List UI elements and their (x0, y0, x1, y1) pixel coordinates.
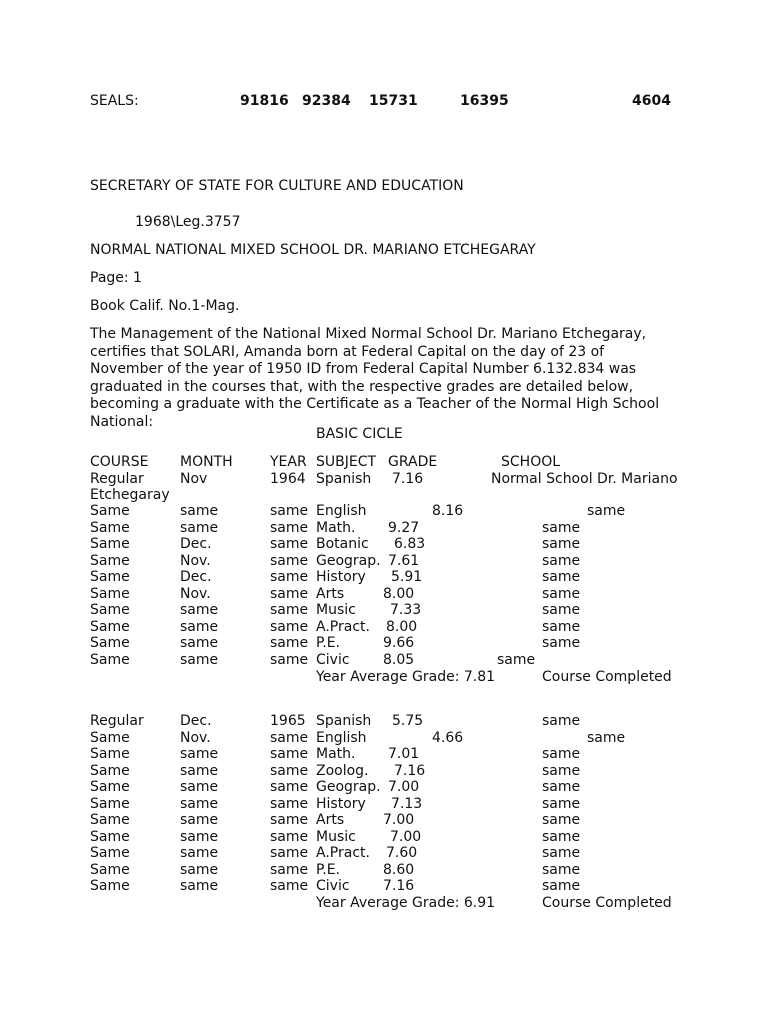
course-cell: Same (90, 746, 130, 762)
subject-cell: Math. (316, 519, 356, 536)
leg-reference: 1968\Leg.3757 (135, 214, 241, 230)
course-cell: Same (90, 845, 130, 861)
month-cell: Nov. (180, 552, 211, 569)
course-cell: Same (90, 536, 130, 552)
year-cell: same (270, 651, 309, 668)
table-row (0, 652, 768, 669)
table-row (0, 878, 768, 895)
year-cell: same (270, 812, 309, 828)
school-cell: same (542, 861, 581, 878)
year-cell: same (270, 569, 309, 585)
year-cell: same (270, 845, 309, 861)
book-reference: Book Calif. No.1-Mag. (90, 298, 240, 314)
course-cell: Same (90, 812, 130, 828)
grade-cell: 8.00 (383, 585, 415, 602)
course-cell: Same (90, 503, 130, 519)
year-cell: same (270, 779, 309, 795)
table-row (0, 602, 768, 619)
school-cell: same (542, 795, 581, 812)
certification-paragraph: The Management of the National Mixed Normal School Dr. Mariano Etchegaray, certifies that SOLARI, Amanda born at Federal Capital on the day of 23 of November of the year of 1950 ID from Federal Capital Number 6.132.834 was graduated in the courses that, with the respective grades are detailed below, becoming a graduate with the Certificate as a Teacher of the Normal High School National: (90, 326, 660, 430)
subject-cell: Spanish (316, 470, 372, 487)
grade-cell: 8.60 (383, 861, 415, 878)
course-cell: Same (90, 602, 130, 618)
table-row (0, 503, 768, 520)
school-cell: same (587, 503, 626, 519)
year-cell: same (270, 635, 309, 651)
subject-cell: Botanic (316, 536, 369, 552)
subject-cell: A.Pract. (316, 845, 370, 861)
school-cell: same (542, 536, 581, 552)
month-cell: Dec. (180, 569, 212, 585)
course-cell: Same (90, 635, 130, 651)
subject-cell: English (316, 503, 367, 519)
month-cell: same (180, 618, 219, 635)
month-cell: same (180, 602, 219, 618)
month-cell: same (180, 812, 219, 828)
month-cell: same (180, 861, 219, 878)
subject-cell: Geograp. (316, 779, 381, 795)
course-cell: Same (90, 585, 130, 602)
seal-number: 4604 (632, 93, 671, 109)
course-cell: Same (90, 729, 130, 746)
seals-label: SEALS: (90, 93, 139, 109)
grade-cell: 7.00 (383, 812, 415, 828)
subject-cell: Zoolog. (316, 762, 369, 779)
month-cell: same (180, 635, 219, 651)
month-cell: same (180, 746, 219, 762)
subject-cell: P.E. (316, 635, 341, 651)
month-cell: Nov (180, 470, 208, 487)
seal-number: 15731 (369, 93, 418, 109)
year-cell: same (270, 762, 309, 779)
table-row (0, 829, 768, 846)
subject-cell: History (316, 795, 366, 812)
year-cell: same (270, 585, 309, 602)
table-row (0, 520, 768, 537)
month-cell: same (180, 845, 219, 861)
month-cell: same (180, 779, 219, 795)
grade-cell: 9.66 (383, 635, 415, 651)
month-cell: Nov. (180, 585, 211, 602)
grade-cell: 8.05 (383, 651, 415, 668)
year-cell: 1965 (270, 713, 306, 729)
course-cell: Same (90, 552, 130, 569)
school-cell: same (542, 845, 581, 861)
month-cell: same (180, 795, 219, 812)
course-status: Course Completed (542, 895, 672, 911)
year-average: Year Average Grade: 6.91 (316, 895, 496, 911)
school-cell: Normal School Dr. Mariano (491, 470, 678, 487)
school-cell: same (542, 585, 581, 602)
year-cell: 1964 (270, 470, 306, 487)
table-row (0, 763, 768, 780)
seal-number: 16395 (460, 93, 509, 109)
table-row (0, 862, 768, 879)
month-cell: Dec. (180, 713, 212, 729)
school-cell: same (587, 729, 626, 746)
year-cell: same (270, 618, 309, 635)
grade-cell: 7.01 (388, 746, 420, 762)
year-cell: same (270, 828, 309, 845)
school-heading: NORMAL NATIONAL MIXED SCHOOL DR. MARIANO ETCHEGARAY (90, 242, 536, 258)
course-cell: Regular (90, 713, 144, 729)
grade-cell: 4.66 (432, 729, 464, 746)
secretary-heading: SECRETARY OF STATE FOR CULTURE AND EDUCATION (90, 178, 464, 194)
table-row (0, 779, 768, 796)
table-row (0, 746, 768, 763)
month-cell: same (180, 878, 219, 894)
grade-cell: 7.16 (392, 470, 424, 487)
course-cell: Same (90, 828, 130, 845)
subject-cell: Civic (316, 651, 350, 668)
table-row (0, 796, 768, 813)
grade-cell: 8.16 (432, 503, 464, 519)
grade-cell: 7.00 (390, 828, 422, 845)
course-cell: Same (90, 569, 130, 585)
month-cell: Dec. (180, 536, 212, 552)
year-cell: same (270, 602, 309, 618)
table-row (0, 713, 768, 730)
subject-cell: Spanish (316, 713, 372, 729)
course-cell: Same (90, 651, 130, 668)
school-cell: same (542, 635, 581, 651)
grade-cell: 7.13 (391, 795, 423, 812)
grade-cell: 7.16 (394, 762, 426, 779)
grade-cell: 5.75 (392, 713, 424, 729)
subject-cell: Geograp. (316, 552, 381, 569)
year-cell: same (270, 503, 309, 519)
year-cell: same (270, 861, 309, 878)
course-status: Course Completed (542, 669, 672, 685)
header-month: MONTH (180, 454, 233, 470)
school-cell: same (542, 602, 581, 618)
page-number: Page: 1 (90, 270, 142, 286)
year-cell: same (270, 746, 309, 762)
month-cell: same (180, 762, 219, 779)
month-cell: same (180, 519, 219, 536)
course-cell: Same (90, 618, 130, 635)
course-cell: Same (90, 861, 130, 878)
header-school: SCHOOL (501, 454, 561, 470)
school-cell: same (542, 812, 581, 828)
course-cell: Regular (90, 470, 144, 487)
school-continuation: Etchegaray (90, 487, 170, 503)
school-cell: same (542, 618, 581, 635)
subject-cell: Civic (316, 878, 350, 894)
subject-cell: Arts (316, 812, 345, 828)
school-cell: same (542, 828, 581, 845)
table-row (0, 569, 768, 586)
month-cell: same (180, 651, 219, 668)
grade-cell: 7.33 (390, 602, 422, 618)
subject-cell: Arts (316, 585, 345, 602)
year-cell: same (270, 536, 309, 552)
course-cell: Same (90, 795, 130, 812)
year-cell: same (270, 729, 309, 746)
school-cell: same (542, 552, 581, 569)
school-cell: same (542, 878, 581, 894)
seal-number: 92384 (302, 93, 351, 109)
table-row (0, 730, 768, 747)
school-cell: same (542, 779, 581, 795)
month-cell: same (180, 828, 219, 845)
subject-cell: Math. (316, 746, 356, 762)
course-cell: Same (90, 779, 130, 795)
table-row (0, 845, 768, 862)
table-row (0, 619, 768, 636)
subject-cell: Music (316, 602, 356, 618)
table-row (0, 553, 768, 570)
year-cell: same (270, 795, 309, 812)
grade-cell: 6.83 (394, 536, 426, 552)
subject-cell: A.Pract. (316, 618, 370, 635)
course-cell: Same (90, 762, 130, 779)
course-cell: Same (90, 878, 130, 894)
header-course: COURSE (90, 454, 149, 470)
table-row (0, 812, 768, 829)
year-average: Year Average Grade: 7.81 (316, 669, 496, 685)
table-row (0, 586, 768, 603)
grade-cell: 5.91 (391, 569, 423, 585)
table-row (0, 536, 768, 553)
grade-cell: 7.61 (388, 552, 420, 569)
table-header (0, 454, 768, 471)
header-grade: GRADE (388, 454, 438, 470)
seal-number: 91816 (240, 93, 289, 109)
grade-cell: 7.00 (388, 779, 420, 795)
section-title: BASIC CICLE (316, 426, 403, 442)
header-subject: SUBJECT (316, 454, 377, 470)
year-cell: same (270, 519, 309, 536)
grade-cell: 9.27 (388, 519, 420, 536)
school-cell: same (497, 651, 536, 668)
school-cell: same (542, 762, 581, 779)
course-cell: Same (90, 519, 130, 536)
grade-cell: 7.60 (386, 845, 418, 861)
school-cell: same (542, 746, 581, 762)
month-cell: Nov. (180, 729, 211, 746)
table-row (0, 471, 768, 488)
grade-cell: 8.00 (386, 618, 418, 635)
month-cell: same (180, 503, 219, 519)
subject-cell: History (316, 569, 366, 585)
school-cell: same (542, 519, 581, 536)
subject-cell: English (316, 729, 367, 746)
header-year: YEAR (270, 454, 307, 470)
school-cell: same (542, 569, 581, 585)
subject-cell: P.E. (316, 861, 341, 878)
year-cell: same (270, 552, 309, 569)
table-row (0, 635, 768, 652)
year-cell: same (270, 878, 309, 894)
school-cell: same (542, 713, 581, 729)
grade-cell: 7.16 (383, 878, 415, 894)
subject-cell: Music (316, 828, 356, 845)
